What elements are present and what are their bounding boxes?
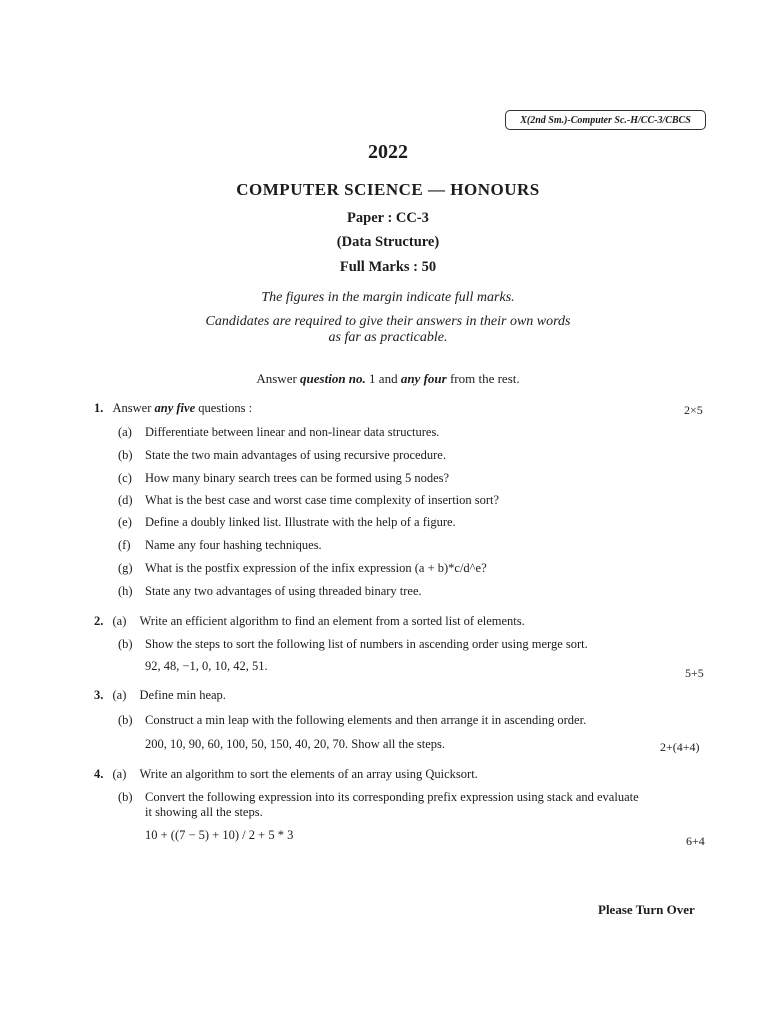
question-number: 1.	[94, 401, 104, 415]
exam-year: 2022	[368, 141, 408, 163]
question-1-marks: 2×5	[684, 403, 703, 417]
question-1c: (c) How many binary search trees can be formed using 5 nodes?	[118, 471, 450, 485]
question-2b: (b) Show the steps to sort the following list of numbers in ascending order using merge sort.	[118, 637, 588, 651]
question-3a: 3. (a) Define min heap.	[94, 688, 226, 702]
question-2b-data: 92, 48, −1, 0, 10, 42, 51.	[145, 659, 268, 673]
question-4b-continuation: it showing all the steps.	[145, 805, 263, 819]
question-1h: (h) State any two advantages of using threaded binary tree.	[118, 584, 422, 598]
question-number: 3.	[94, 688, 104, 702]
question-1-heading: 1. Answer any five questions :	[94, 401, 253, 415]
question-1g: (g) What is the postfix expression of the infix expression (a + b)*c/d^e?	[118, 561, 487, 575]
question-1e: (e) Define a doubly linked list. Illustrate with the help of a figure.	[118, 515, 456, 529]
question-number: 2.	[94, 614, 104, 628]
subject-title: COMPUTER SCIENCE — HONOURS	[236, 180, 540, 199]
question-3b-data: 200, 10, 90, 60, 100, 50, 150, 40, 20, 70. Show all the steps.	[145, 737, 445, 751]
own-words-note-line1: Candidates are required to give their answers in their own words	[205, 314, 571, 329]
paper-code: X(2nd Sm.)-Computer Sc.-H/CC-3/CBCS	[520, 114, 691, 126]
paper-code-box	[505, 110, 706, 130]
question-2-marks: 5+5	[685, 666, 704, 680]
question-4b-expression: 10 + ((7 − 5) + 10) / 2 + 5 * 3	[145, 828, 294, 842]
question-3b: (b) Construct a min leap with the following elements and then arrange it in ascending order.	[118, 713, 587, 727]
please-turn-over: Please Turn Over	[598, 902, 695, 917]
question-3-marks: 2+(4+4)	[660, 740, 700, 754]
question-4b: (b) Convert the following expression into its corresponding prefix expression using stack and evaluate	[118, 790, 639, 804]
question-4a: 4. (a) Write an algorithm to sort the elements of an array using Quicksort.	[94, 767, 478, 781]
own-words-note-line2: as far as practicable.	[328, 330, 448, 345]
margin-note: The figures in the margin indicate full marks.	[261, 290, 515, 305]
question-1a: (a) Differentiate between linear and non-linear data structures.	[118, 425, 440, 439]
answer-instruction: Answer question no. 1 and any four from the rest.	[256, 371, 520, 386]
question-4-marks: 6+4	[686, 834, 705, 848]
paper-number: Paper : CC-3	[347, 210, 429, 226]
question-1b: (b) State the two main advantages of using recursive procedure.	[118, 448, 446, 462]
question-1d: (d) What is the best case and worst case time complexity of insertion sort?	[118, 493, 500, 507]
question-1f: (f) Name any four hashing techniques.	[118, 538, 322, 552]
question-number: 4.	[94, 767, 104, 781]
question-2a: 2. (a) Write an efficient algorithm to find an element from a sorted list of elements.	[94, 614, 525, 628]
course-name: (Data Structure)	[336, 234, 440, 250]
full-marks: Full Marks : 50	[339, 259, 437, 275]
